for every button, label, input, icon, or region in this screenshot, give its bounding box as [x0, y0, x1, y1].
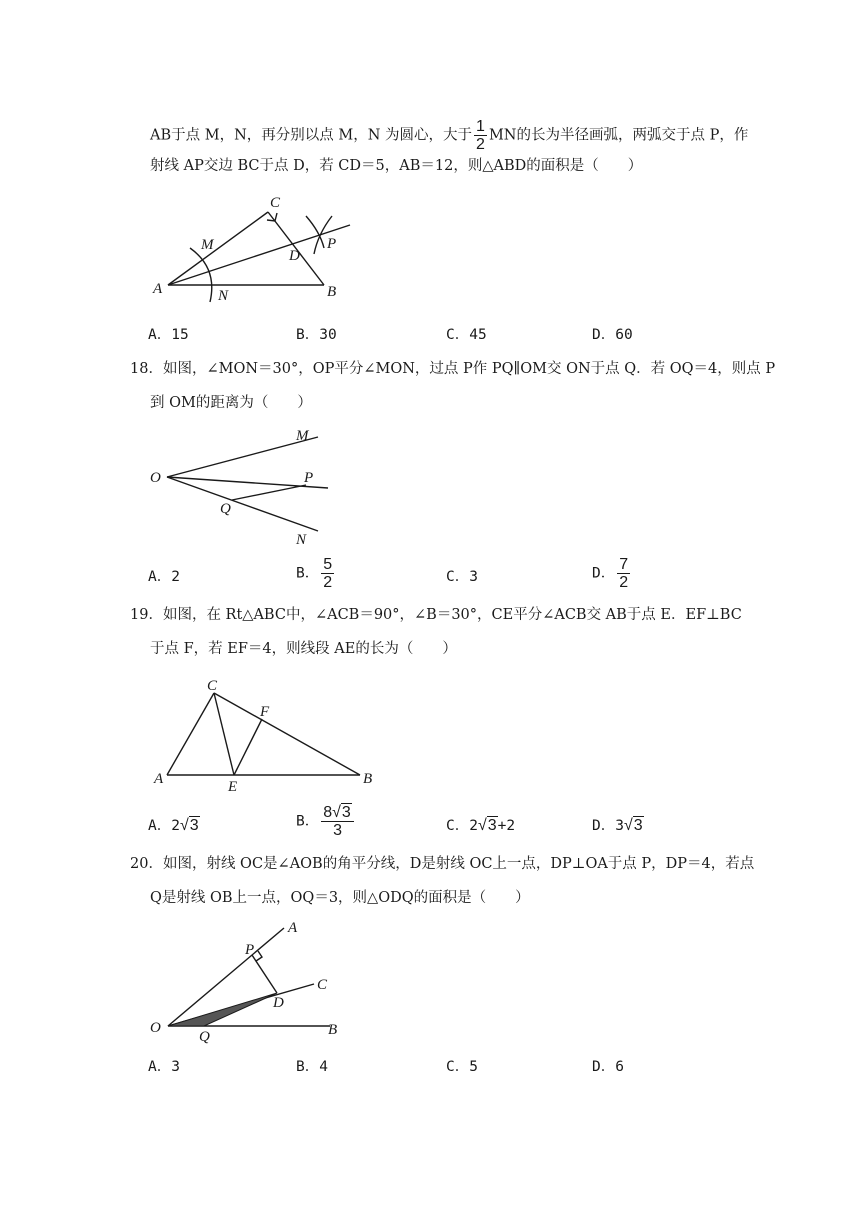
q19-option-c-radical: √3	[477, 817, 497, 834]
q18-text-line-1: 18．如图，∠MON＝30°，OP平分∠MON，过点 P作 PQ∥OM交 ON于点 Q．若 OQ＝4，则点 P	[130, 361, 776, 377]
q17-label-c: C	[270, 195, 281, 211]
q20-label-d: D	[273, 995, 284, 1011]
q20-label-o: O	[150, 1020, 161, 1036]
q19-text-line-2: 于点 F，若 EF＝4，则线段 AE的长为（ ）	[150, 641, 457, 657]
q17-label-n: N	[218, 288, 229, 304]
q17-option-a[interactable]: A．15	[148, 327, 189, 343]
q18-option-d[interactable]: D． $\frac{7}{2}$	[592, 556, 629, 591]
q18-label-q: Q	[220, 501, 231, 517]
q17-text-line-2: 射线 AP交边 BC于点 D，若 CD＝5，AB＝12，则△ABD的面积是（ ）	[150, 158, 643, 174]
q17-option-c[interactable]: C．45	[446, 327, 487, 343]
q17-label-b: B	[327, 284, 337, 300]
q19-text-line-1: 19．如图，在 Rt△ABC中，∠ACB＝90°，∠B＝30°，CE平分∠ACB交 AB于点 E．EF⊥BC	[130, 607, 742, 623]
q20-text-line-1: 20．如图，射线 OC是∠AOB的角平分线，D是射线 OC上一点，DP⊥OA于点 P，DP＝4，若点	[130, 856, 755, 872]
q19-label-c: C	[207, 678, 218, 694]
q20-option-b[interactable]: B．4	[296, 1059, 328, 1075]
q20-label-p: P	[245, 942, 255, 958]
q20-shaded-triangle-odq	[168, 993, 277, 1026]
q18-option-b-fraction: $\frac{5}{2}$	[323, 556, 333, 591]
q19-option-d[interactable]: D．3√3	[592, 817, 643, 834]
q20-label-a: A	[288, 920, 298, 936]
q18-label-p: P	[304, 470, 314, 486]
q17-line1-post: MN的长为半径画弧，两弧交于点 P，作	[488, 127, 749, 144]
q20-label-c: C	[317, 977, 328, 993]
q19-label-f: F	[260, 704, 270, 720]
q20-text-line-2: Q是射线 OB上一点，OQ＝3，则△ODQ的面积是（ ）	[150, 890, 530, 906]
q19-option-c[interactable]: C．2√3+2	[446, 817, 516, 834]
q20-right-angle-mark	[256, 951, 262, 961]
q17-label-a: A	[153, 281, 163, 297]
q17-option-d[interactable]: D．60	[592, 327, 633, 343]
q19-label-b: B	[363, 771, 373, 787]
q17-option-b[interactable]: B．30	[296, 327, 337, 343]
q20-option-c[interactable]: C．5	[446, 1059, 478, 1075]
q18-option-b[interactable]: B． $\frac{5}{2}$	[296, 556, 333, 591]
q19-option-b[interactable]: B． $\frac{8√3}{3}$	[296, 804, 356, 839]
q19-option-a[interactable]: A．2√3	[148, 817, 199, 834]
q18-label-o: O	[150, 470, 161, 486]
q19-label-a: A	[154, 771, 164, 787]
q20-label-q: Q	[199, 1029, 210, 1045]
q20-segment-dp	[252, 955, 277, 993]
q19-label-e: E	[228, 779, 238, 795]
q18-text-line-2: 到 OM的距离为（ ）	[150, 395, 312, 411]
q17-line1-pre: AB于点 M，N，再分别以点 M，N 为圆心，大于	[150, 127, 473, 144]
q19-option-a-radical: √3	[179, 817, 199, 834]
q18-option-c[interactable]: C．3	[446, 569, 478, 585]
q20-option-a[interactable]: A．3	[148, 1059, 180, 1075]
q20-option-d[interactable]: D．6	[592, 1059, 624, 1075]
q19-option-b-fraction: $\frac{8√3}{3}$	[321, 804, 354, 839]
q17-label-m: M	[201, 237, 214, 253]
q18-label-n: N	[296, 532, 307, 548]
q18-label-m: M	[296, 428, 309, 444]
q20-label-b: B	[328, 1022, 338, 1038]
q17-fraction: $\frac{1}{2}$	[476, 118, 485, 153]
q17-label-p: P	[327, 236, 337, 252]
q18-option-a[interactable]: A．2	[148, 569, 180, 585]
q19-option-d-radical: √3	[623, 817, 643, 834]
q18-option-d-fraction: $\frac{7}{2}$	[619, 556, 629, 591]
q17-label-d: D	[289, 248, 300, 264]
